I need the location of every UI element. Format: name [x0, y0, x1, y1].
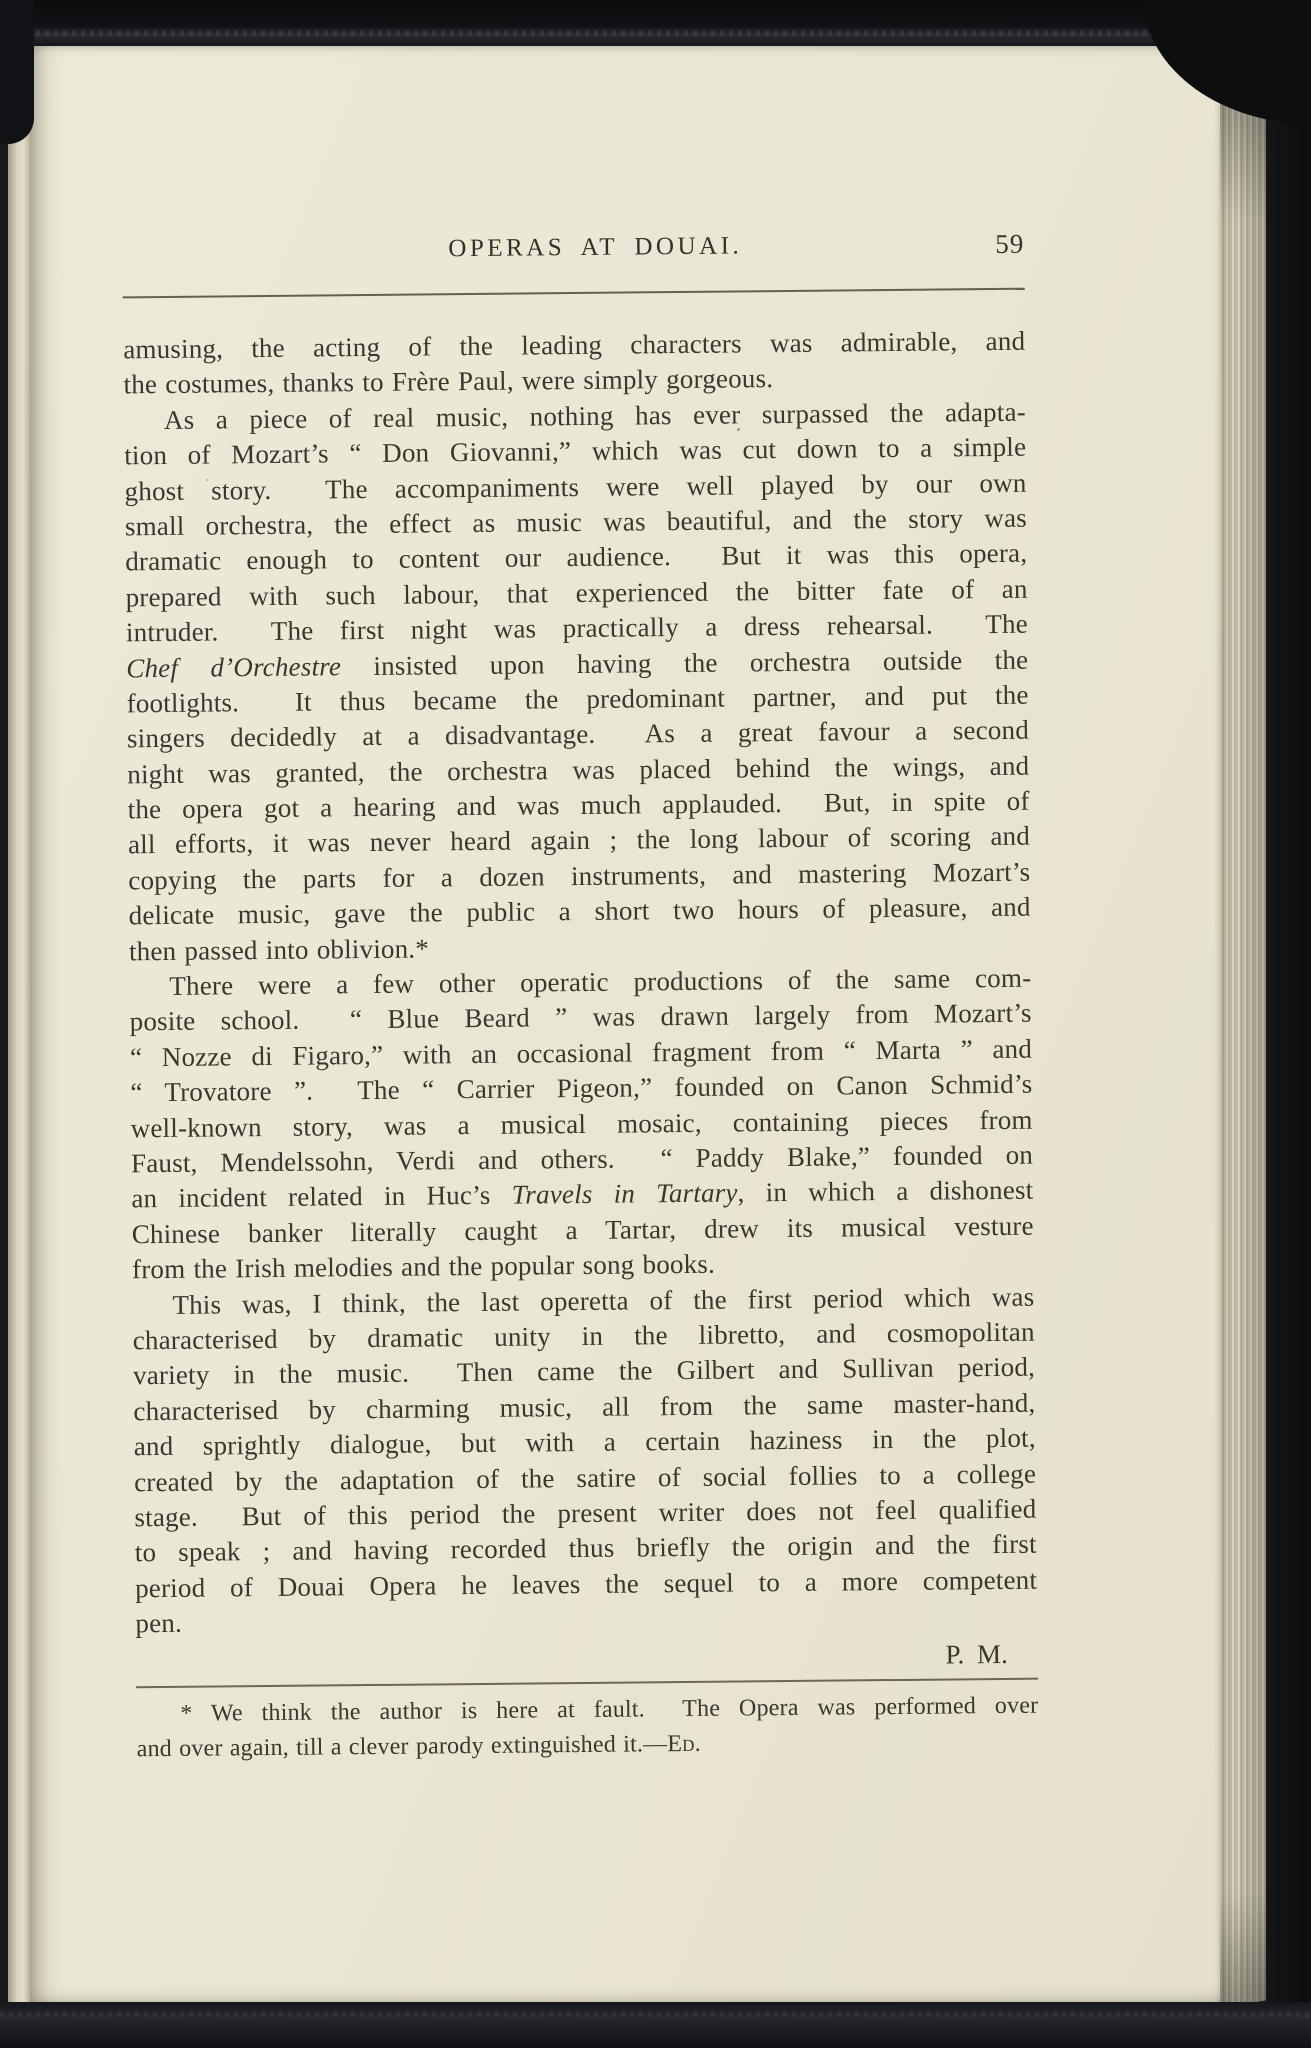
italic-title: Chef d’Orchestre [126, 650, 342, 683]
body-line: the costumes, thanks to Frère Paul, were simply gorgeous. [123, 363, 774, 400]
body-line: prepared with such labour, that experienced the bitter fate of an [125, 573, 1028, 613]
body-line: singers decidedly at a disadvantage. As a great favour a second [126, 714, 1030, 754]
running-header [122, 226, 1024, 271]
book-cover-top-left-corner [0, 0, 34, 144]
body-line: “ Nozze di Figaro,” with an occasional fragment from “ Marta ” and [129, 1033, 1033, 1073]
footnote-rule [136, 1678, 1038, 1689]
author-initials: P. M. [945, 1639, 1008, 1670]
body-line: characterised by charming music, all from the same master-hand, [133, 1387, 1036, 1427]
body-line: small orchestra, the effect as music was beautiful, and the story was [124, 502, 1028, 542]
body-line-text: insisted upon having the orchestra outside the [340, 644, 1029, 681]
body-line: delicate music, gave the public a short two hours of pleasure, and [128, 891, 1031, 931]
editor-smallcaps: d. [682, 1731, 701, 1758]
body-line: As a piece of real music, nothing has ever surpassed the adapta- [163, 396, 1027, 435]
body-line: to speak ; and having recorded thus briefly the origin and the first [134, 1528, 1037, 1568]
header-rule [123, 288, 1025, 299]
body-line: footlights. It thus became the predominant partner, and put the [126, 679, 1029, 719]
body-line: well-known story, was a musical mosaic, containing pieces from [130, 1104, 1033, 1143]
body-line: then passed into oblivion.* [128, 933, 430, 966]
page-text-block [122, 226, 1039, 1768]
body-line: Chinese banker literally caught a Tartar, drew its musical vesture [131, 1210, 1034, 1250]
book-cover-right [1266, 0, 1311, 2048]
body-line: created by the adaptation of the satire of social follies to a college [133, 1458, 1037, 1497]
footnote-text: and over again, till a clever parody extinguished it.—E [136, 1731, 683, 1763]
body-line: amusing, the acting of the leading characters was admirable, and [123, 325, 1026, 365]
book-cover-bottom-edge [0, 2002, 1311, 2048]
page-number: 59 [995, 228, 1025, 259]
body-line: and sprightly dialogue, but with a certain haziness in the plot, [133, 1422, 1036, 1462]
body-line: all efforts, it was never heard again ; the long labour of scoring and [127, 821, 1031, 860]
body-line-text: , in which a dishonest [737, 1175, 1034, 1208]
body-line: There were a few other operatic productions of the same com- [169, 962, 1032, 1001]
body-line: from the Irish melodies and the popular song books. [131, 1248, 716, 1285]
body-line: period of Douai Opera he leaves the sequel to a more competent [134, 1564, 1038, 1603]
body-line: tion of Mozart’s “ Don Giovanni,” which was cut down to a simple [124, 431, 1027, 471]
italic-title: Travels in Tartary [511, 1177, 738, 1211]
footnote-line: * We think the author is here at fault. The Opera was performed over [180, 1693, 1039, 1728]
body-line: the opera got a hearing and was much applauded. But, in spite of [127, 785, 1030, 825]
body-line: night was granted, the orchestra was placed behind the wings, and [127, 750, 1030, 790]
body-line: “ Trovatore ”. The “ Carrier Pigeon,” founded on Canon Schmid’s [130, 1068, 1033, 1108]
footnote [136, 1689, 1039, 1768]
body-line: characterised by dramatic unity in the libretto, and cosmopolitan [132, 1316, 1035, 1356]
body-line: pen. [135, 1607, 183, 1639]
body-line: variety in the music. Then came the Gilbert and Sullivan period, [132, 1351, 1036, 1391]
body-line: dramatic enough to content our audience. But it was this opera, [125, 538, 1028, 577]
body-text [123, 324, 1038, 1642]
body-line: ghost story. The accompaniments were well played by our own [124, 467, 1027, 506]
body-line: posite school. “ Blue Beard ” was drawn largely from Mozart’s [129, 998, 1032, 1037]
page-header-title: OPERAS AT DOUAI. [448, 232, 743, 263]
body-line: Faust, Mendelssohn, Verdi and others. “ Paddy Blake,” founded on [130, 1139, 1034, 1179]
body-line: intruder. The first night was practically a dress rehearsal. The [125, 608, 1029, 648]
body-line: stage. But of this period the present writer does not feel qualified [134, 1493, 1037, 1533]
book-cover-top-edge [0, 0, 1311, 48]
page-fore-edge-stack [1220, 46, 1268, 2008]
body-line: This was, I think, the last operetta of the first period which was [172, 1281, 1035, 1320]
body-line-text: an incident related in Huc’s [131, 1180, 512, 1214]
body-line: copying the parts for a dozen instruments, and mastering Mozart’s [128, 856, 1031, 896]
